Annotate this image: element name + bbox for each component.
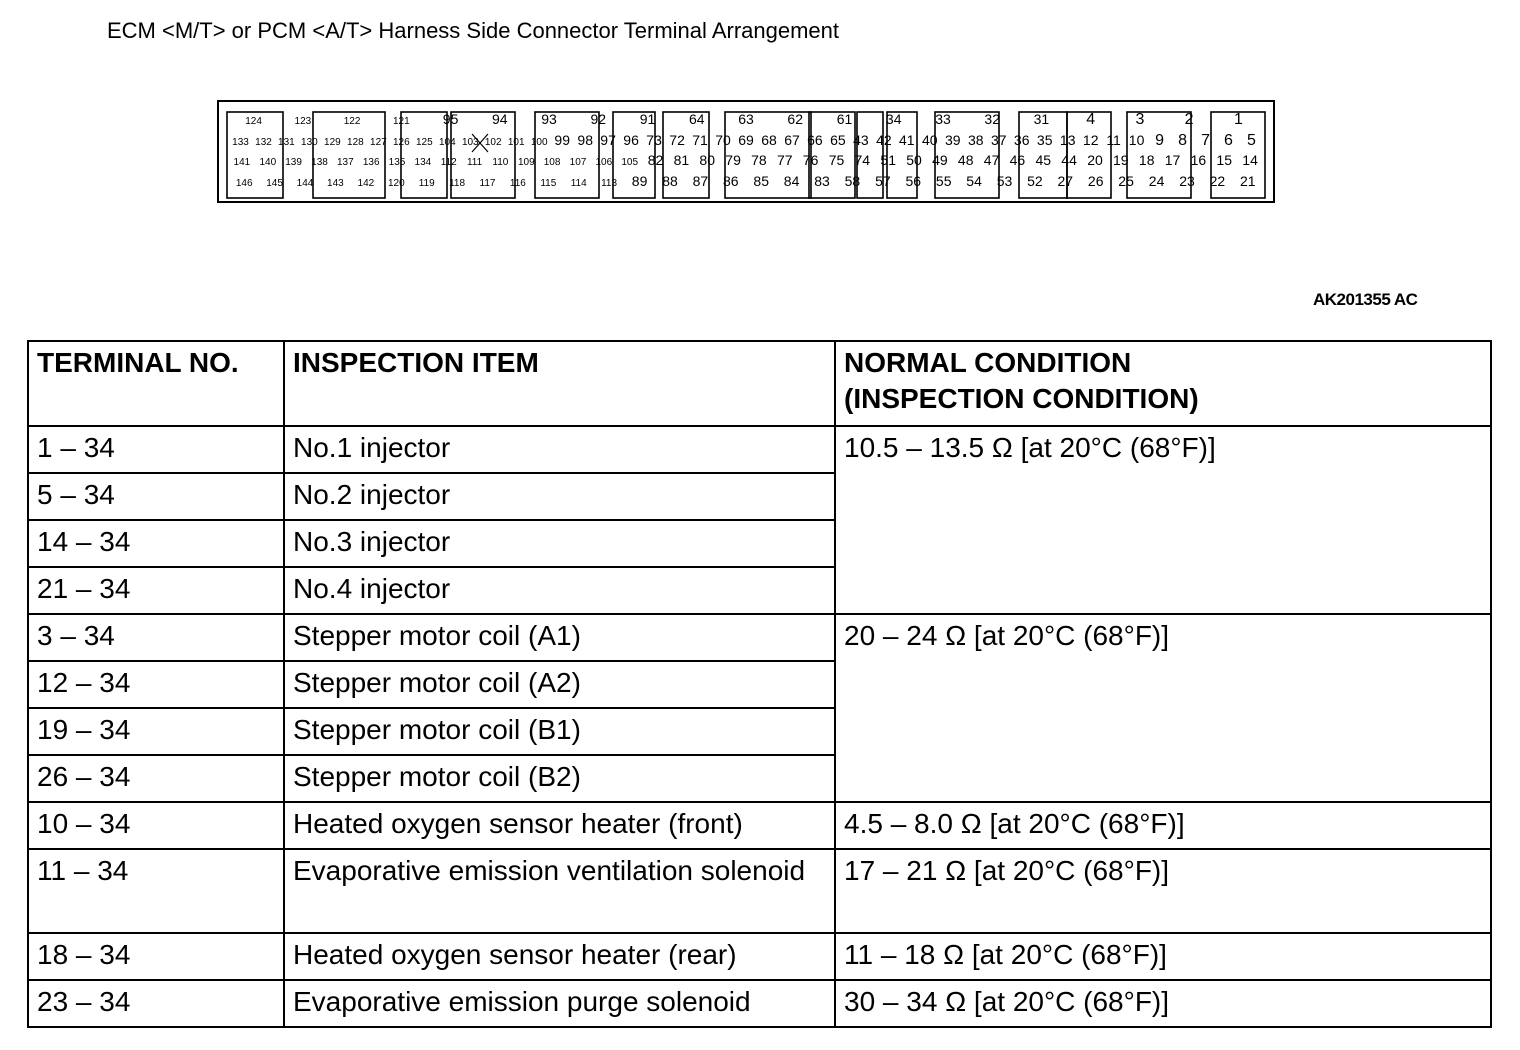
- condition-cell: 20 – 24 Ω [at 20°C (68°F)]: [835, 614, 1491, 802]
- terminal-78: 78: [751, 152, 767, 168]
- terminal-2: 2: [1184, 111, 1194, 128]
- terminal-56: 56: [905, 173, 922, 189]
- terminal-114: 114: [570, 178, 587, 189]
- terminal-71: 71: [692, 132, 708, 148]
- terminal-89: 89: [631, 173, 648, 189]
- terminal-cell: 19 – 34: [28, 708, 284, 755]
- terminal-117: 117: [479, 178, 496, 189]
- terminal-5: 5: [1247, 132, 1256, 149]
- terminal-12: 12: [1082, 132, 1099, 148]
- terminal-91: 91: [639, 111, 656, 127]
- terminal-74: 74: [854, 152, 871, 168]
- terminal-100: 100: [530, 137, 548, 148]
- terminal-103: 103: [461, 137, 479, 148]
- terminal-1: 1: [1233, 111, 1243, 128]
- terminal-45: 45: [1035, 152, 1052, 168]
- terminal-137: 137: [336, 157, 354, 168]
- terminal-146: 146: [235, 178, 253, 189]
- terminal-47: 47: [983, 152, 1000, 168]
- terminal-cell: 10 – 34: [28, 802, 284, 849]
- terminal-129: 129: [324, 137, 341, 148]
- terminal-66: 66: [807, 132, 823, 148]
- terminal-118: 118: [449, 178, 466, 189]
- condition-cell: 30 – 34 Ω [at 20°C (68°F)]: [835, 980, 1491, 1027]
- terminal-107: 107: [569, 157, 587, 168]
- header-condition-line1: NORMAL CONDITION: [844, 347, 1132, 378]
- terminal-108: 108: [543, 157, 561, 168]
- terminal-55: 55: [935, 173, 952, 189]
- terminal-109: 109: [517, 157, 535, 168]
- terminal-21: 21: [1240, 173, 1256, 189]
- terminal-13: 13: [1059, 132, 1076, 148]
- terminal-42: 42: [876, 132, 892, 148]
- terminal-15: 15: [1216, 152, 1232, 168]
- terminal-36: 36: [1013, 132, 1030, 148]
- table-row: [28, 980, 1491, 1027]
- terminal-cell: 12 – 34: [28, 661, 284, 708]
- item-cell: No.2 injector: [284, 473, 835, 520]
- terminal-132: 132: [255, 137, 272, 148]
- page-title: ECM <M/T> or PCM <A/T> Harness Side Connector Terminal Arrangement: [107, 18, 839, 43]
- terminal-139: 139: [285, 157, 302, 168]
- terminal-81: 81: [673, 152, 690, 168]
- terminal-133: 133: [232, 137, 249, 148]
- terminal-16: 16: [1190, 152, 1207, 168]
- terminal-115: 115: [540, 178, 557, 189]
- terminal-126: 126: [392, 137, 410, 148]
- terminal-140: 140: [259, 157, 277, 168]
- terminal-143: 143: [327, 178, 344, 189]
- terminal-cell: 14 – 34: [28, 520, 284, 567]
- terminal-52: 52: [1027, 173, 1043, 189]
- terminal-111: 111: [466, 157, 483, 168]
- terminal-127: 127: [370, 137, 387, 148]
- terminal-144: 144: [296, 178, 314, 189]
- terminal-58: 58: [844, 173, 861, 189]
- terminal-88: 88: [662, 173, 678, 189]
- terminal-4: 4: [1086, 111, 1096, 128]
- item-cell: Stepper motor coil (A1): [284, 614, 835, 661]
- terminal-51: 51: [880, 152, 896, 168]
- terminal-93: 93: [541, 111, 557, 127]
- item-cell: Stepper motor coil (A2): [284, 661, 835, 708]
- connector-terminal-grid: [219, 102, 1273, 201]
- terminal-120: 120: [387, 178, 405, 189]
- header-condition-line2: (INSPECTION CONDITION): [844, 383, 1199, 414]
- terminal-50: 50: [906, 152, 922, 168]
- terminal-25: 25: [1118, 173, 1134, 189]
- terminal-31: 31: [1033, 111, 1050, 127]
- terminal-19: 19: [1113, 152, 1129, 168]
- terminal-125: 125: [415, 137, 433, 148]
- terminal-113: 113: [601, 178, 618, 189]
- terminal-94: 94: [492, 111, 508, 127]
- terminal-80: 80: [699, 152, 715, 168]
- item-cell: Evaporative emission purge solenoid: [284, 980, 835, 1027]
- condition-cell: 17 – 21 Ω [at 20°C (68°F)]: [835, 849, 1491, 933]
- terminal-37: 37: [991, 132, 1007, 148]
- terminal-17: 17: [1164, 152, 1181, 168]
- terminal-53: 53: [996, 173, 1013, 189]
- terminal-97: 97: [600, 132, 616, 148]
- terminal-75: 75: [828, 152, 845, 168]
- terminal-135: 135: [388, 157, 406, 168]
- terminal-cell: 5 – 34: [28, 473, 284, 520]
- item-cell: No.4 injector: [284, 567, 835, 614]
- terminal-33: 33: [935, 111, 951, 127]
- terminal-cell: 11 – 34: [28, 849, 284, 933]
- item-cell: No.1 injector: [284, 426, 835, 473]
- terminal-48: 48: [957, 152, 974, 168]
- terminal-38: 38: [968, 132, 984, 148]
- terminal-72: 72: [669, 132, 685, 148]
- terminal-130: 130: [301, 137, 318, 148]
- terminal-68: 68: [761, 132, 777, 148]
- table-row: [28, 614, 1491, 661]
- table-row: [28, 849, 1491, 933]
- terminal-41: 41: [899, 132, 915, 148]
- terminal-20: 20: [1087, 152, 1103, 168]
- terminal-105: 105: [621, 157, 639, 168]
- terminal-cell: 21 – 34: [28, 567, 284, 614]
- terminal-128: 128: [347, 137, 364, 148]
- item-cell: Stepper motor coil (B2): [284, 755, 835, 802]
- terminal-cell: 3 – 34: [28, 614, 284, 661]
- terminal-cell: 18 – 34: [28, 933, 284, 980]
- inspection-table: [27, 340, 1492, 1028]
- terminal-142: 142: [357, 178, 375, 189]
- terminal-18: 18: [1138, 152, 1155, 168]
- terminal-82: 82: [647, 152, 664, 168]
- terminal-23: 23: [1179, 173, 1195, 189]
- terminal-98: 98: [577, 132, 593, 148]
- terminal-83: 83: [814, 173, 830, 189]
- item-cell: Evaporative emission ventilation solenoid: [284, 849, 835, 933]
- terminal-54: 54: [966, 173, 982, 189]
- terminal-134: 134: [414, 157, 432, 168]
- terminal-131: 131: [278, 137, 295, 148]
- table-row: [28, 933, 1491, 980]
- terminal-cell: 26 – 34: [28, 755, 284, 802]
- terminal-35: 35: [1036, 132, 1053, 148]
- terminal-32: 32: [984, 111, 1000, 127]
- terminal-65: 65: [830, 132, 846, 148]
- terminal-11: 11: [1106, 132, 1121, 148]
- terminal-96: 96: [623, 132, 639, 148]
- terminal-92: 92: [590, 111, 607, 127]
- condition-cell: 11 – 18 Ω [at 20°C (68°F)]: [835, 933, 1491, 980]
- terminal-112: 112: [440, 157, 457, 168]
- terminal-64: 64: [689, 111, 705, 127]
- condition-cell: 4.5 – 8.0 Ω [at 20°C (68°F)]: [835, 802, 1491, 849]
- terminal-110: 110: [492, 157, 509, 168]
- item-cell: Stepper motor coil (B1): [284, 708, 835, 755]
- terminal-136: 136: [362, 157, 380, 168]
- terminal-cell: 23 – 34: [28, 980, 284, 1027]
- terminal-14: 14: [1242, 152, 1258, 168]
- terminal-122: 122: [343, 116, 361, 127]
- terminal-76: 76: [802, 152, 819, 168]
- terminal-84: 84: [783, 173, 800, 189]
- terminal-63: 63: [738, 111, 754, 127]
- header-item: INSPECTION ITEM: [284, 341, 835, 426]
- item-cell: Heated oxygen sensor heater (rear): [284, 933, 835, 980]
- terminal-40: 40: [922, 132, 938, 148]
- terminal-101: 101: [507, 137, 525, 148]
- terminal-43: 43: [853, 132, 869, 148]
- terminal-7: 7: [1201, 132, 1211, 149]
- terminal-79: 79: [725, 152, 741, 168]
- terminal-57: 57: [875, 173, 891, 189]
- terminal-85: 85: [753, 173, 769, 189]
- terminal-22: 22: [1209, 173, 1226, 189]
- terminal-8: 8: [1178, 132, 1188, 149]
- terminal-cell: 1 – 34: [28, 426, 284, 473]
- terminal-104: 104: [438, 137, 456, 148]
- terminal-119: 119: [418, 178, 435, 189]
- terminal-67: 67: [784, 132, 800, 148]
- terminal-138: 138: [311, 157, 328, 168]
- terminal-3: 3: [1135, 111, 1145, 128]
- terminal-70: 70: [715, 132, 731, 148]
- terminal-106: 106: [595, 157, 613, 168]
- terminal-9: 9: [1155, 132, 1165, 149]
- terminal-145: 145: [266, 178, 283, 189]
- terminal-102: 102: [484, 137, 502, 148]
- header-condition: [835, 341, 1491, 426]
- figure-code: AK201355 AC: [1313, 290, 1418, 309]
- terminal-87: 87: [692, 173, 709, 189]
- terminal-77: 77: [777, 152, 793, 168]
- terminal-6: 6: [1224, 132, 1233, 149]
- terminal-141: 141: [233, 157, 251, 168]
- terminal-61: 61: [836, 111, 853, 127]
- table-row: [28, 426, 1491, 473]
- header-terminal: TERMINAL NO.: [28, 341, 284, 426]
- terminal-69: 69: [738, 132, 754, 148]
- connector-diagram: [217, 100, 1275, 203]
- terminal-62: 62: [787, 111, 803, 127]
- table-row: [28, 802, 1491, 849]
- terminal-116: 116: [509, 178, 526, 189]
- terminal-44: 44: [1061, 152, 1077, 168]
- terminal-24: 24: [1148, 173, 1165, 189]
- terminal-46: 46: [1009, 152, 1026, 168]
- terminal-124: 124: [245, 116, 262, 127]
- terminal-99: 99: [554, 132, 570, 148]
- terminal-121: 121: [392, 116, 410, 127]
- terminal-123: 123: [294, 116, 312, 127]
- item-cell: Heated oxygen sensor heater (front): [284, 802, 835, 849]
- table-header-row: [28, 341, 1491, 426]
- terminal-95: 95: [442, 111, 459, 127]
- terminal-49: 49: [932, 152, 948, 168]
- terminal-73: 73: [646, 132, 662, 148]
- terminal-86: 86: [723, 173, 739, 189]
- condition-cell: 10.5 – 13.5 Ω [at 20°C (68°F)]: [835, 426, 1491, 614]
- terminal-27: 27: [1057, 173, 1074, 189]
- terminal-10: 10: [1128, 132, 1145, 148]
- terminal-39: 39: [945, 132, 961, 148]
- terminal-34: 34: [885, 111, 902, 127]
- item-cell: No.3 injector: [284, 520, 835, 567]
- terminal-26: 26: [1087, 173, 1104, 189]
